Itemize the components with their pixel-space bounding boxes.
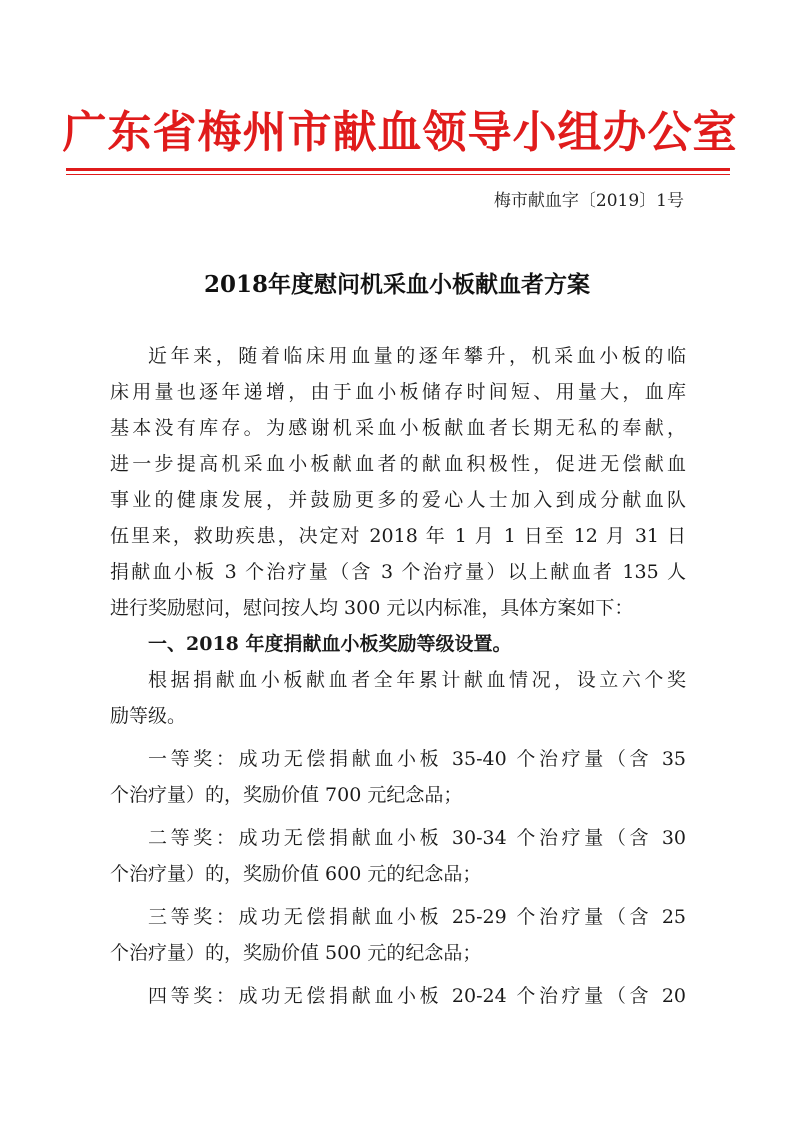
intro-line: 进行奖励慰问，慰问按人均 300 元以内标准，具体方案如下： (110, 597, 634, 619)
document-body (110, 338, 686, 1014)
intro-line: 基本没有库存。为感谢机采血小板献血者长期无私的奉献， (110, 417, 686, 439)
award-level-line: 一等奖：成功无偿捐献血小板 35-40 个治疗量（含 35 (148, 748, 686, 770)
section-intro-line: 根据捐献血小板献血者全年累计献血情况，设立六个奖 (148, 669, 686, 691)
intro-line: 床用量也逐年递增，由于血小板储存时间短、用量大，血库 (110, 381, 686, 403)
intro-line: 事业的健康发展，并鼓励更多的爱心人士加入到成分献血队 (110, 489, 686, 511)
intro-line: 伍里来，救助疾患，决定对 2018 年 1 月 1 日至 12 月 31 日 (110, 525, 686, 547)
intro-line: 捐献血小板 3 个治疗量（含 3 个治疗量）以上献血者 135 人 (110, 561, 686, 583)
section-heading: 一、2018 年度捐献血小板奖励等级设置。 (148, 633, 512, 655)
intro-line: 近年来，随着临床用血量的逐年攀升，机采血小板的临 (148, 345, 686, 367)
award-level-line: 四等奖：成功无偿捐献血小板 20-24 个治疗量（含 20 (148, 985, 686, 1007)
intro-line: 进一步提高机采血小板献血者的献血积极性，促进无偿献血 (110, 453, 686, 475)
header-red-rule-thin (66, 174, 730, 175)
issuing-organization-title: 广东省梅州市献血领导小组办公室 (62, 107, 738, 158)
award-level-line: 个治疗量）的，奖励价值 600 元的纪念品； (110, 863, 482, 885)
award-level-line: 个治疗量）的，奖励价值 500 元的纪念品； (110, 942, 482, 964)
document-number: 梅市献血字〔2019〕1号 (493, 191, 684, 211)
award-level-line: 二等奖：成功无偿捐献血小板 30-34 个治疗量（含 30 (148, 827, 686, 849)
award-level-line: 三等奖：成功无偿捐献血小板 25-29 个治疗量（含 25 (148, 906, 686, 928)
section-intro-line: 励等级。 (110, 705, 187, 727)
document-title: 2018年度慰问机采血小板献血者方案 (203, 271, 590, 298)
header-red-rule-thick (66, 168, 730, 171)
award-level-line: 个治疗量）的，奖励价值 700 元纪念品； (110, 784, 463, 806)
